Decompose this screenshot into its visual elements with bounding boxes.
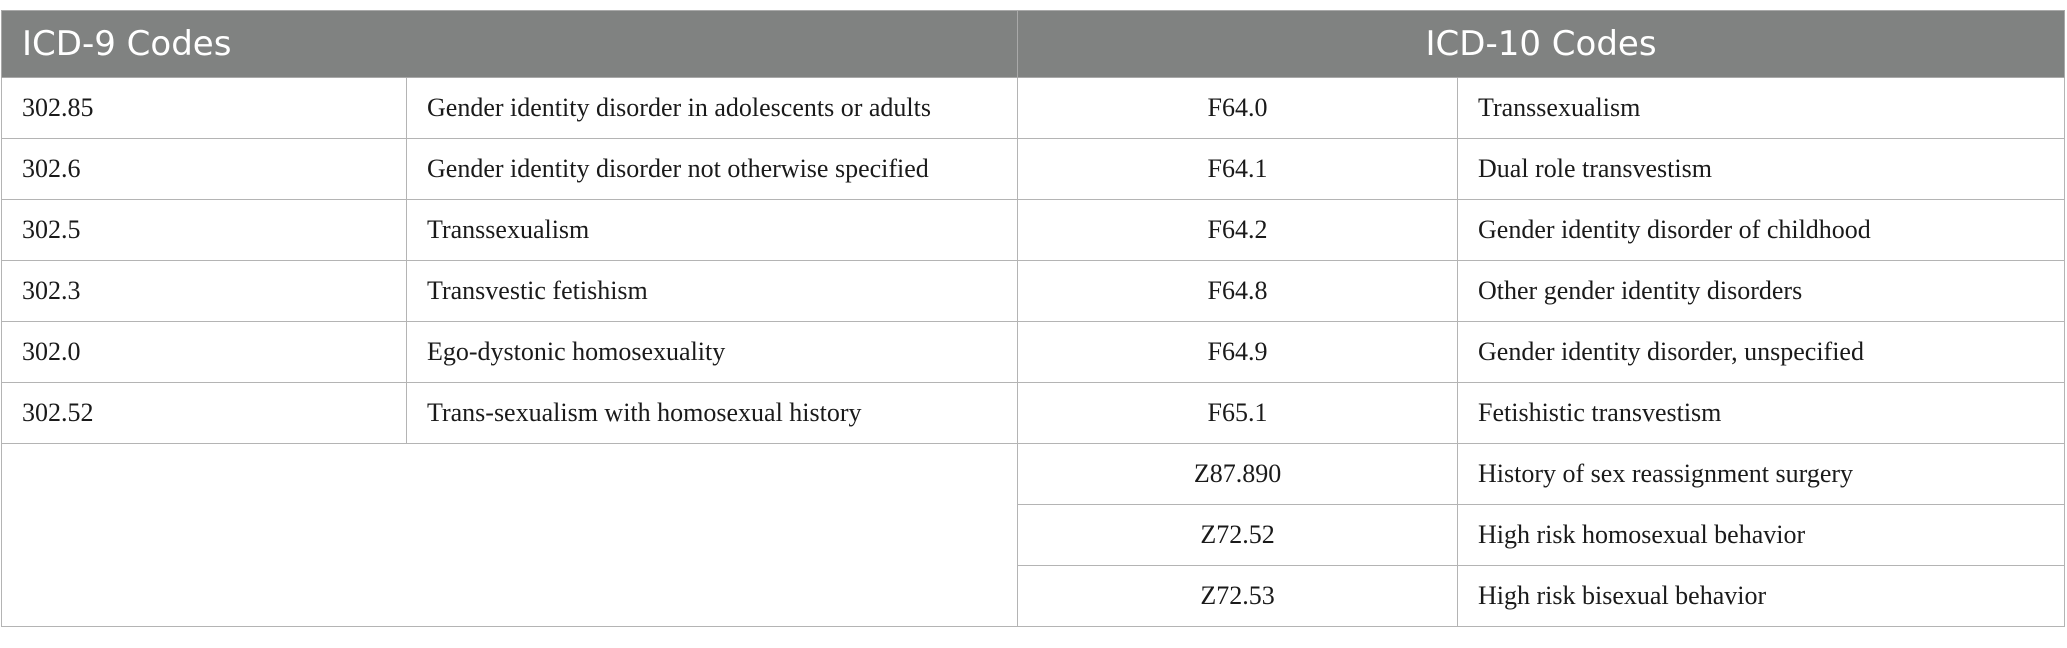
icd10-description-cell: Fetishistic transvestism [1458, 383, 2065, 444]
icd10-description-cell: High risk bisexual behavior [1458, 566, 2065, 627]
table-row [2, 261, 2065, 322]
icd9-description-cell: Ego-dystonic homosexuality [407, 322, 1018, 383]
icd10-description-cell: Transsexualism [1458, 78, 2065, 139]
icd10-description-cell: Gender identity disorder of childhood [1458, 200, 2065, 261]
icd10-code-cell: F64.1 [1018, 139, 1458, 200]
icd10-code-cell: Z87.890 [1018, 444, 1458, 505]
icd10-code-cell: F64.0 [1018, 78, 1458, 139]
icd10-description-cell: Dual role transvestism [1458, 139, 2065, 200]
table-row [2, 78, 2065, 139]
icd10-description-cell: Gender identity disorder, unspecified [1458, 322, 2065, 383]
icd10-description-cell: High risk homosexual behavior [1458, 505, 2065, 566]
icd10-description-cell: History of sex reassignment surgery [1458, 444, 2065, 505]
icd9-header: ICD-9 Codes [2, 11, 1018, 78]
empty-icd9-cell [2, 444, 1018, 627]
table-row [2, 383, 2065, 444]
icd10-header: ICD-10 Codes [1018, 11, 2065, 78]
icd9-code-cell: 302.3 [2, 261, 407, 322]
icd9-code-cell: 302.5 [2, 200, 407, 261]
icd10-code-cell: F64.8 [1018, 261, 1458, 322]
header-row [2, 11, 2065, 78]
icd9-description-cell: Transvestic fetishism [407, 261, 1018, 322]
icd9-code-cell: 302.6 [2, 139, 407, 200]
icd9-description-cell: Gender identity disorder not otherwise specified [407, 139, 1018, 200]
icd10-code-cell: Z72.53 [1018, 566, 1458, 627]
icd9-code-cell: 302.0 [2, 322, 407, 383]
table-row [2, 322, 2065, 383]
icd10-description-cell: Other gender identity disorders [1458, 261, 2065, 322]
icd9-code-cell: 302.52 [2, 383, 407, 444]
icd10-code-cell: F64.2 [1018, 200, 1458, 261]
table-row [2, 444, 2065, 505]
icd9-description-cell: Transsexualism [407, 200, 1018, 261]
icd9-description-cell: Gender identity disorder in adolescents or adults [407, 78, 1018, 139]
icd9-description-cell: Trans-sexualism with homosexual history [407, 383, 1018, 444]
icd9-code-cell: 302.85 [2, 78, 407, 139]
table-row [2, 139, 2065, 200]
icd-codes-table [1, 10, 2065, 627]
icd10-code-cell: Z72.52 [1018, 505, 1458, 566]
table-row [2, 200, 2065, 261]
icd10-code-cell: F64.9 [1018, 322, 1458, 383]
icd10-code-cell: F65.1 [1018, 383, 1458, 444]
